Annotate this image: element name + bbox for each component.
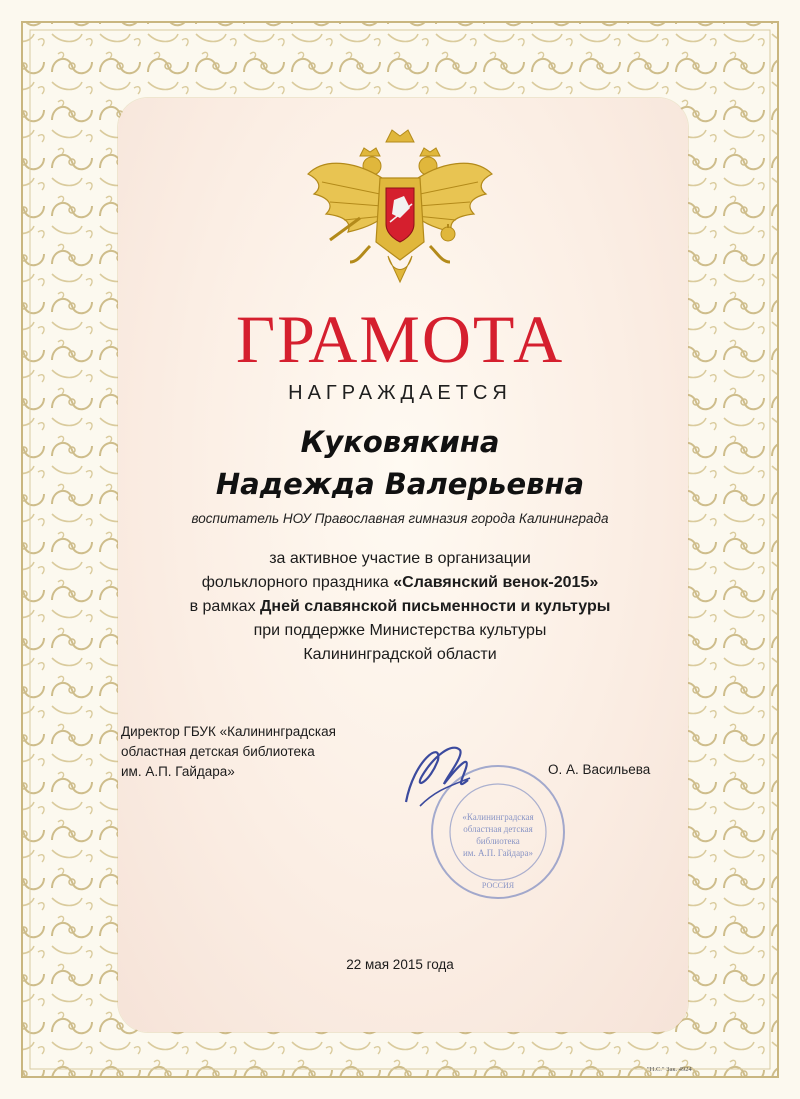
recipient-name: Надежда Валерьевна — [215, 467, 585, 501]
reason-line-4: при поддержке Министерства культуры — [253, 622, 547, 639]
director-title — [121, 722, 336, 782]
coat-of-arms-icon — [300, 122, 500, 302]
issue-date: 22 мая 2015 года — [346, 957, 454, 972]
awarded-subtitle: НАГРАЖДАЕТСЯ — [288, 382, 512, 404]
recipient-surname: Куковякина — [300, 425, 500, 459]
award-reason — [100, 547, 700, 667]
director-line-3: им. А.П. Гайдара» — [121, 764, 235, 779]
recipient-position: воспитатель НОУ Православная гимназия города Калининграда — [191, 511, 609, 526]
reason-line-2 — [100, 571, 700, 595]
svg-text:им. А.П. Гайдара»: им. А.П. Гайдара» — [462, 848, 534, 858]
official-stamp — [400, 720, 580, 910]
festival-name: «Славянский венок-2015» — [393, 574, 599, 591]
reason-line-5: Калининградской области — [303, 646, 497, 663]
svg-text:РОССИЯ: РОССИЯ — [481, 881, 515, 890]
reason-line-2-prefix: фольклорного праздника — [201, 574, 394, 591]
director-line-2: областная детская библиотека — [121, 744, 315, 759]
svg-text:«Калининградская: «Калининградская — [462, 812, 534, 822]
certificate-title: ГРАМОТА — [235, 301, 565, 377]
director-line-1: Директор ГБУК «Калининградская — [121, 724, 336, 739]
reason-line-1: за активное участие в организации — [269, 550, 531, 567]
event-name: Дней славянской письменности и культуры — [260, 598, 611, 615]
svg-text:областная детская: областная детская — [463, 824, 533, 834]
reason-line-3-prefix: в рамках — [189, 598, 261, 615]
svg-text:библиотека: библиотека — [476, 836, 520, 846]
signer-name: О. А. Васильева — [548, 762, 651, 777]
reason-line-3 — [100, 595, 700, 619]
print-code: "Н.С." Зак. 4924 — [647, 1066, 692, 1073]
